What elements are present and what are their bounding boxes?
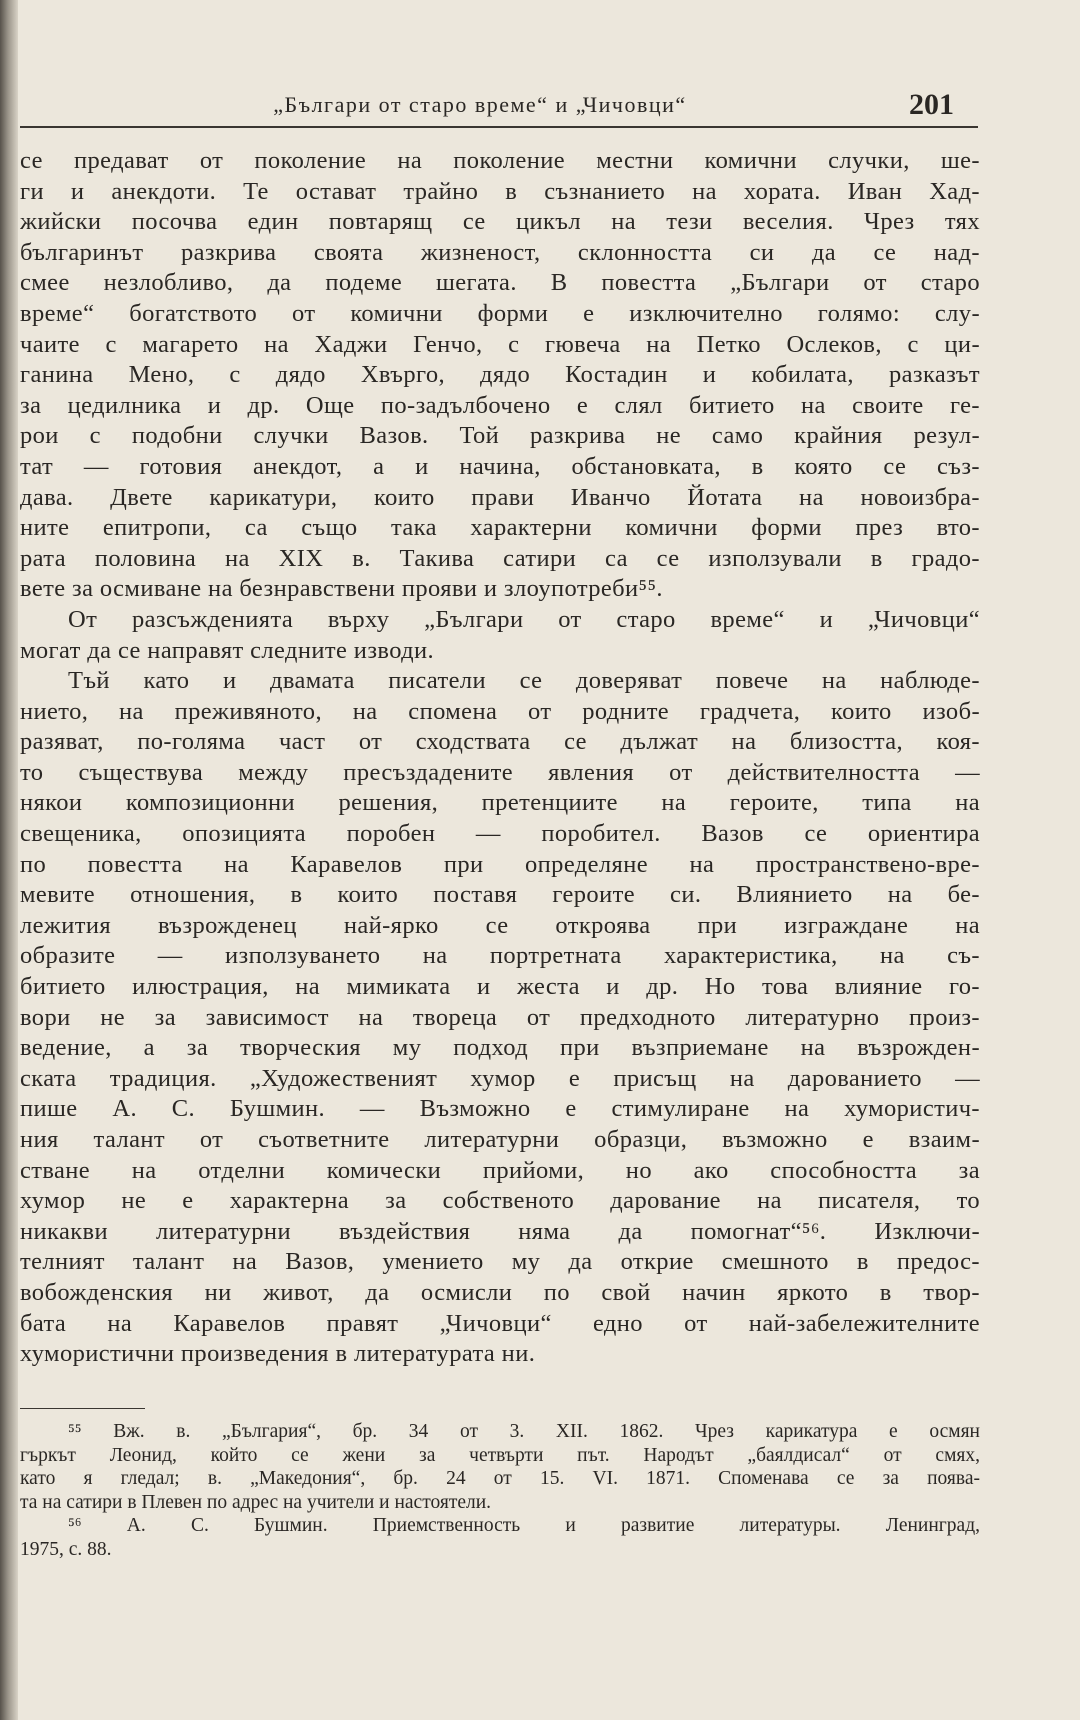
book-page: [20, 0, 1040, 1720]
footnote-line: 1975, с. 88.: [20, 1538, 112, 1560]
header-rule: [20, 126, 978, 128]
footnote-line: като я гледал; в. „Македония“, бр. 24 от 15. VI. 1871. Споменава се за поява-: [20, 1468, 980, 1489]
text-line: някои композиционни решения, претенциите на героите, типа на: [20, 789, 980, 817]
text-line: ния талант от съответните литературни образци, възможно е взаим-: [20, 1126, 980, 1153]
book-spine-shadow: [0, 0, 18, 1720]
text-line: рои с подобни случки Вазов. Той разкрива не само крайния резул-: [20, 422, 980, 450]
text-line: нието, на преживяното, на спомена от родните градчета, които изоб-: [20, 697, 980, 725]
text-line: стване на отделни комически прийоми, но ако способността за: [20, 1156, 980, 1184]
page-number: 201: [909, 88, 954, 121]
text-line: бата на Каравелов правят „Чичовци“ едно от най-забележителните: [20, 1309, 980, 1337]
body-text: [20, 146, 980, 1370]
text-line: могат да се направят следните изводи.: [20, 636, 435, 664]
text-line: образите — използуването на портретната характеристика, на съ-: [20, 942, 980, 970]
text-line: битието илюстрация, на мимиката и жеста и др. Но това влияние го-: [20, 973, 980, 1001]
text-line: телният талант на Вазов, умението му да открие смешното в предос-: [20, 1248, 980, 1276]
footnote-line: та на сатири в Плевен по адрес на учители и настоятели.: [20, 1491, 492, 1513]
text-line: ската традиция. „Художественият хумор е присъщ на дарованието —: [20, 1064, 980, 1092]
text-line: свещеника, опозицията поробен — поробител. Вазов се ориентира: [20, 820, 980, 848]
text-line: тат — готовия анекдот, а и начина, обстановката, в която се съз-: [20, 452, 980, 480]
text-line: никакви литературни въздействия няма да помогнат“⁵⁶. Изключи-: [20, 1217, 980, 1245]
text-line: вори не за зависимост на твореца от предходното литературно произ-: [20, 1003, 980, 1031]
text-line: лежития възрожденец най-ярко се откроява при изграждане на: [20, 911, 980, 939]
text-line: дава. Двете карикатури, които прави Иванчо Йотата на новоизбра-: [20, 483, 980, 511]
text-line: жийски посочва един повтарящ се цикъл на тези веселия. Чрез тях: [20, 208, 980, 236]
text-line: ните епитропи, са също така характерни комични форми през вто-: [20, 514, 980, 542]
footnote-rule: [20, 1408, 145, 1409]
text-line: чаите с магарето на Хаджи Генчо, с гювеча на Петко Ослеков, с ци-: [20, 330, 980, 358]
text-line: разяват, по-голяма част от сходствата се дължат на близостта, коя-: [20, 728, 980, 756]
text-line: ганина Мено, с дядо Хвърго, дядо Костадин и кобилата, разказът: [20, 361, 980, 389]
text-line: хумористични произведения в литературата ни.: [20, 1340, 536, 1368]
footnote-line: гъркът Леонид, който се жени за четвърти път. Народът „баялдисал“ от смях,: [20, 1444, 980, 1466]
text-line: смее незлобливо, да подеме шегата. В повестта „Българи от старо: [20, 269, 980, 297]
text-line: се предават от поколение на поколение местни комични случки, ше-: [20, 147, 980, 174]
text-line: за цедилника и др. Още по-задълбочено е слял битието на своите ге-: [20, 391, 980, 419]
footnotes: [20, 1420, 980, 1561]
text-line: вобожденския ни живот, да осмисли по свой начин яркото в твор-: [20, 1278, 980, 1306]
text-line: От разсъжденията върху „Българи от старо време“ и „Чичовци“: [68, 605, 980, 633]
text-line: ведение, а за творческия му подход при възприемане на възрожден-: [20, 1034, 980, 1062]
text-line: по повестта на Каравелов при определяне на пространствено-вре-: [20, 850, 980, 878]
page-header: [20, 88, 980, 124]
text-line: българинът разкрива своята жизненост, склонността си да се над-: [20, 238, 980, 266]
footnote-line: ⁵⁶ А. С. Бушмин. Приемственность и развитие литературы. Ленинград,: [68, 1515, 980, 1536]
running-title: „Българи от старо време“ и „Чичовци“: [273, 92, 687, 117]
text-line: време“ богатството от комични форми е изключително голямо: слу-: [20, 299, 980, 327]
text-line: пише А. С. Бушмин. — Възможно е стимулиране на хумористич-: [20, 1095, 980, 1123]
text-line: мевите отношения, в които поставя героите си. Влиянието на бе-: [20, 881, 980, 909]
text-line: хумор не е характерна за собственото дарование на писателя, то: [20, 1187, 980, 1215]
text-line: Тъй като и двамата писатели се доверяват повече на наблюде-: [68, 667, 980, 695]
text-line: рата половина на XIX в. Такива сатири са се използували в градо-: [20, 544, 980, 572]
text-line: вете за осмиване на безнравствени прояви и злоупотреби⁵⁵.: [20, 575, 663, 603]
text-line: то съществува между пресъздадените явления от действителността —: [20, 758, 980, 786]
footnote-line: ⁵⁵ Вж. в. „България“, бр. 34 от 3. XII. 1862. Чрез карикатура е осмян: [68, 1421, 980, 1442]
text-line: ги и анекдоти. Те остават трайно в съзнанието на хората. Иван Хад-: [20, 177, 980, 205]
